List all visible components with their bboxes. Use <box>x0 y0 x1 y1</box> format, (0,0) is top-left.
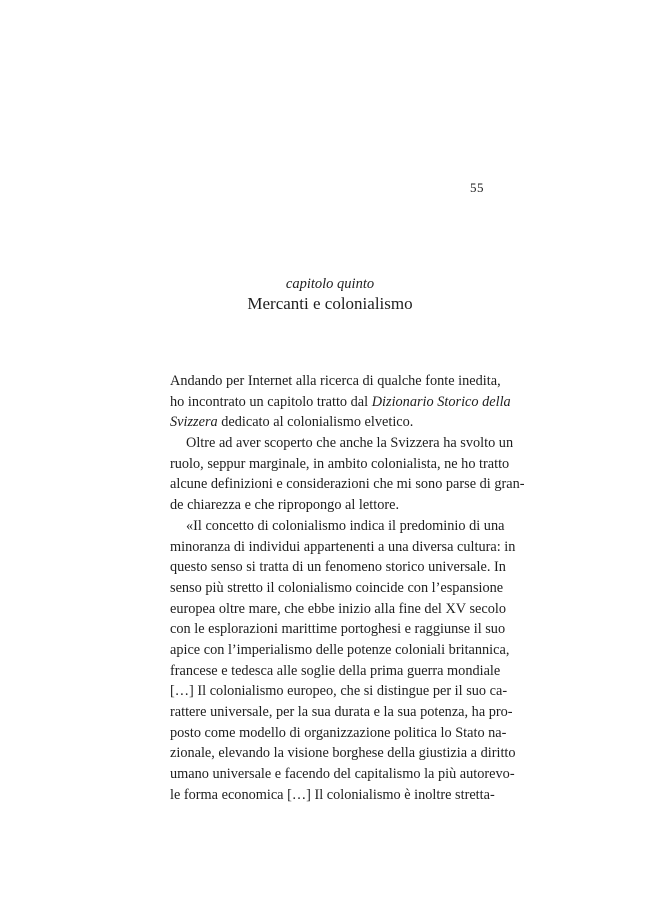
text-segment: le forma economica […] Il colonialismo è inoltre stretta- <box>170 786 495 803</box>
text-segment: posto come modello di organizzazione politica lo Stato na- <box>170 724 507 741</box>
text-line <box>170 702 513 723</box>
italic-text-segment: Dizionario Storico della <box>371 393 511 410</box>
text-line <box>170 599 506 620</box>
text-line <box>170 681 508 702</box>
text-line <box>170 785 495 806</box>
text-line <box>170 454 510 475</box>
text-line <box>170 619 506 640</box>
text-segment: ho incontrato un capitolo tratto dal <box>170 393 372 410</box>
text-segment: rattere universale, per la sua durata e la sua potenza, ha pro- <box>170 704 513 720</box>
text-line <box>170 392 511 413</box>
text-line <box>170 516 505 537</box>
italic-text-segment: Svizzera <box>170 414 218 431</box>
text-line <box>170 474 525 495</box>
text-segment: Andando per Internet alla ricerca di qualche fonte inedita, <box>170 373 501 389</box>
text-segment: minoranza di individui appartenenti a una diversa cultura: in <box>170 538 516 555</box>
text-segment: dedicato al colonialismo elvetico. <box>217 414 414 431</box>
text-line <box>170 495 482 516</box>
text-line <box>170 661 501 682</box>
body-text <box>170 371 525 805</box>
chapter-title: Mercanti e colonialismo <box>247 294 413 313</box>
chapter-label: capitolo quinto <box>285 276 375 292</box>
text-segment: alcune definizioni e considerazioni che mi sono parse di gran- <box>170 476 525 493</box>
text-segment: apice con l’imperialismo delle potenze coloniali britannica, <box>170 641 510 658</box>
text-segment: con le esplorazioni marittime portoghesi e raggiunse il suo <box>170 621 506 638</box>
text-segment: europea oltre mare, che ebbe inizio alla fine del XV secolo <box>170 600 506 617</box>
text-line <box>170 537 516 558</box>
text-line <box>170 743 516 764</box>
text-line <box>170 640 510 661</box>
text-segment: francese e tedesca alle soglie della prima guerra mondiale <box>170 662 501 679</box>
text-segment: «Il concetto di colonialismo indica il predominio di una <box>186 517 505 534</box>
text-line <box>170 371 501 392</box>
page-number: 55 <box>470 180 484 195</box>
text-segment: de chiarezza e che ripropongo al lettore. <box>170 497 400 514</box>
text-line <box>170 723 507 744</box>
text-segment: questo senso si tratta di un fenomeno storico universale. In <box>170 559 506 576</box>
text-line <box>170 412 482 433</box>
text-segment: ruolo, seppur marginale, in ambito colonialista, ne ho tratto <box>170 455 510 472</box>
text-line <box>170 557 506 578</box>
text-segment: […] Il colonialismo europeo, che si distingue per il suo ca- <box>170 683 508 700</box>
text-segment: umano universale e facendo del capitalismo la più autorevo- <box>170 766 515 783</box>
text-line <box>170 433 514 454</box>
text-line <box>170 578 504 599</box>
text-segment: zionale, elevando la visione borghese della giustizia a diritto <box>170 745 516 762</box>
text-line <box>170 764 515 785</box>
text-segment: senso più stretto il colonialismo coincide con l’espansione <box>170 579 504 596</box>
text-segment: Oltre ad aver scoperto che anche la Svizzera ha svolto un <box>186 435 514 452</box>
